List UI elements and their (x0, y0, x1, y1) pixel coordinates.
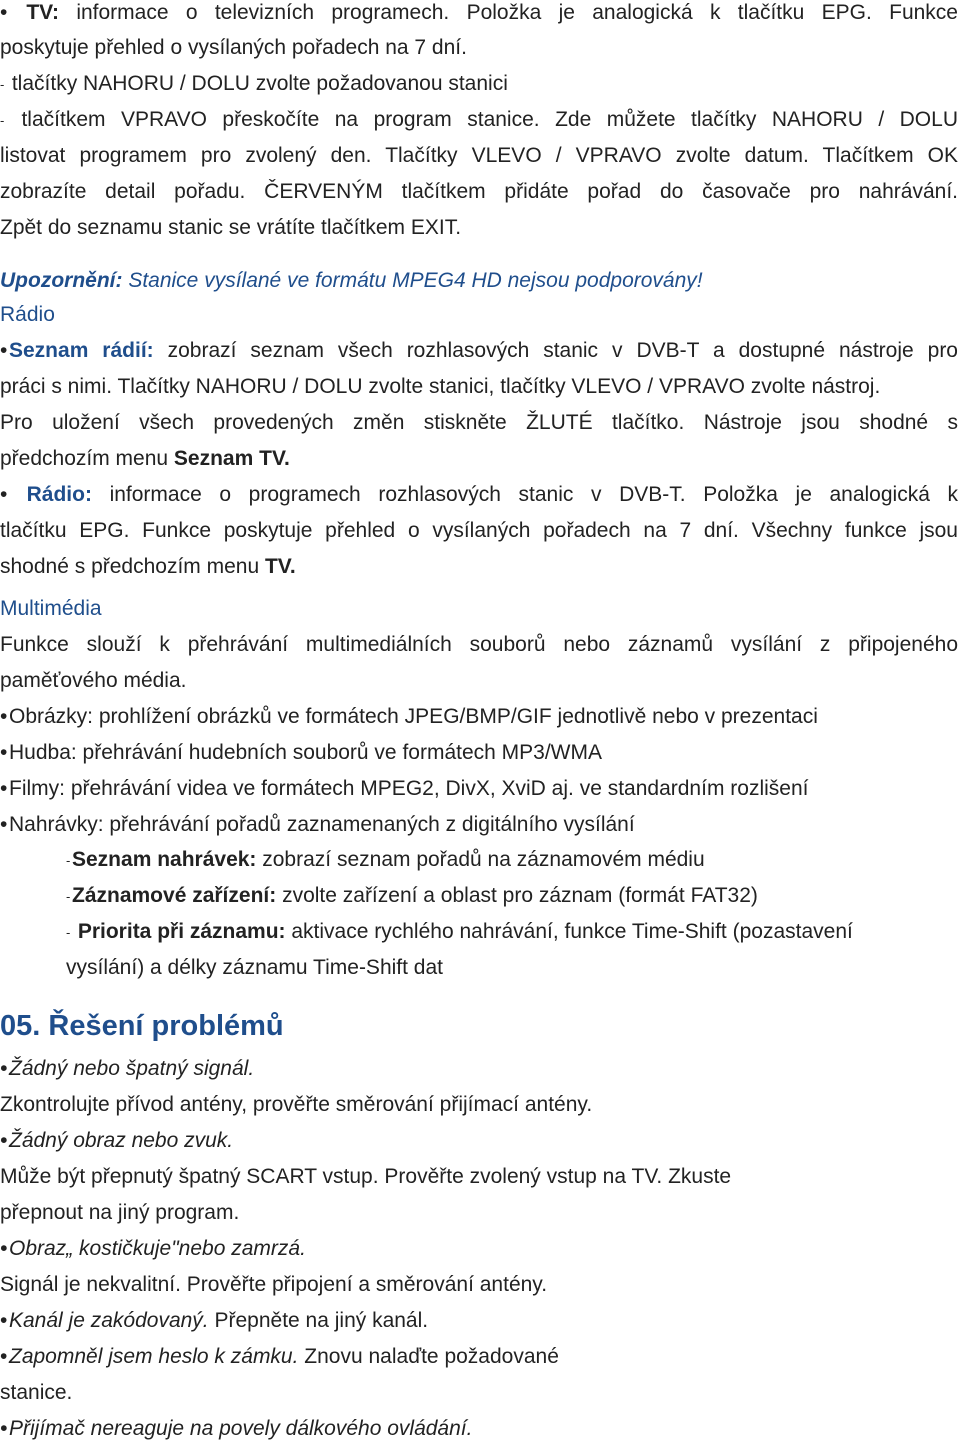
problem-2-text-1: Může být přepnutý špatný SCART vstup. Prověřte zvolený vstup na TV. Zkuste (0, 1165, 732, 1188)
problem-2-text-2: přepnout na jiný program. (0, 1201, 240, 1224)
bullet-icon: • (0, 1057, 8, 1080)
dash-icon: - (66, 853, 71, 868)
multimedia-heading: Multimédia (0, 597, 102, 620)
multimedia-intro-1: Funkce slouží k přehrávání multimediálních souborů nebo záznamů vysílání z připojeného (0, 633, 958, 656)
bullet-icon: • (0, 813, 8, 836)
problem-2-title: •Žádný obraz nebo zvuk. (0, 1129, 234, 1152)
radio-list-line-2: práci s nimi. Tlačítky NAHORU / DOLU zvolte stanici, tlačítky VLEVO / VPRAVO zvolte nástroj. (0, 375, 881, 398)
bullet-icon: • (0, 339, 8, 362)
tv-line-6: zobrazíte detail pořadu. ČERVENÝM tlačítkem přidáte pořad do časovače pro nahrávání. (0, 180, 958, 203)
bullet-icon: • (0, 1309, 8, 1332)
radio-info-line-2: tlačítku EPG. Funkce poskytuje přehled o vysílaných pořadech na 7 dní. Všechny funkce jsou (0, 519, 958, 542)
tv-line-3: - tlačítky NAHORU / DOLU zvolte požadovanou stanici (0, 71, 958, 101)
bullet-icon: • (0, 1417, 8, 1440)
dash-icon: - (66, 925, 71, 940)
multimedia-sub-recording-device: -Záznamové zařízení: zvolte zařízení a oblast pro záznam (formát FAT32) (66, 883, 946, 913)
bullet-icon: • (0, 1, 8, 24)
problem-1-text: Zkontrolujte přívod antény, prověřte směrování přijímací antény. (0, 1093, 593, 1116)
radio-list-line-4: předchozím menu Seznam TV. (0, 447, 290, 470)
radio-info-line-3: shodné s předchozím menu TV. (0, 555, 296, 578)
dash-icon: - (0, 77, 5, 92)
multimedia-item-recordings: •Nahrávky: přehrávání pořadů zaznamenaných z digitálního vysílání (0, 813, 635, 836)
radio-list-line-3: Pro uložení všech provedených změn stiskněte ŽLUTÉ tlačítko. Nástroje jsou shodné s (0, 411, 958, 434)
tv-line-2: poskytuje přehled o vysílaných pořadech na 7 dní. (0, 36, 467, 59)
multimedia-item-music: •Hudba: přehrávání hudebních souborů ve formátech MP3/WMA (0, 741, 602, 764)
tv-label: TV: (26, 1, 59, 24)
tv-warning: Upozornění: Stanice vysílané ve formátu MPEG4 HD nejsou podporovány! (0, 269, 703, 292)
problem-5-text-2: stanice. (0, 1381, 73, 1404)
bullet-icon: • (0, 1237, 8, 1260)
radio-list-line-1: •Seznam rádií: zobrazí seznam všech rozhlasových stanic v DVB-T a dostupné nástroje pro (0, 339, 958, 362)
problem-6-title: •Přijímač nereaguje na povely dálkového ovládání. (0, 1417, 473, 1440)
bullet-icon: • (0, 705, 8, 728)
problem-1-title: •Žádný nebo špatný signál. (0, 1057, 255, 1080)
bullet-icon: • (0, 1129, 8, 1152)
tv-line-1: • TV: informace o televizních programech. Položka je analogická k tlačítku EPG. Funkce (0, 1, 958, 24)
bullet-icon: • (0, 1345, 8, 1368)
problem-4: •Kanál je zakódovaný. Přepněte na jiný kanál. (0, 1309, 429, 1332)
problem-3-text: Signál je nekvalitní. Prověřte připojení a směrování antény. (0, 1273, 548, 1296)
bullet-icon: • (0, 483, 8, 506)
troubleshooting-heading: 05. Řešení problémů (0, 1010, 284, 1042)
bullet-icon: • (0, 777, 8, 800)
dash-icon: - (66, 889, 71, 904)
radio-heading: Rádio (0, 303, 55, 326)
multimedia-intro-2: paměťového média. (0, 669, 187, 692)
problem-5: •Zapomněl jsem heslo k zámku. Znovu nalaďte požadované (0, 1345, 559, 1368)
bullet-icon: • (0, 741, 8, 764)
multimedia-sub-recording-priority: - Priorita při záznamu: aktivace rychlého nahrávání, funkce Time-Shift (pozastavení (66, 919, 946, 949)
multimedia-sub-cont: vysílání) a délky záznamu Time-Shift dat (66, 956, 443, 979)
radio-info-line-1: • Rádio: informace o programech rozhlasových stanic v DVB-T. Položka je analogická k (0, 483, 959, 506)
multimedia-item-images: •Obrázky: prohlížení obrázků ve formátech JPEG/BMP/GIF jednotlivě nebo v prezentaci (0, 705, 818, 728)
dash-icon: - (0, 113, 5, 128)
tv-line-7: Zpět do seznamu stanic se vrátíte tlačítkem EXIT. (0, 216, 462, 239)
problem-3-title: •Obraz„ kostičkuje"nebo zamrzá. (0, 1237, 306, 1260)
multimedia-item-movies: •Filmy: přehrávání videa ve formátech MPEG2, DivX, XviD aj. ve standardním rozlišení (0, 777, 809, 800)
tv-line-4: - tlačítkem VPRAVO přeskočíte na program stanice. Zde můžete tlačítky NAHORU / DOLU (0, 107, 958, 137)
tv-line-5: listovat programem pro zvolený den. Tlačítky VLEVO / VPRAVO zvolte datum. Tlačítkem OK (0, 144, 958, 167)
multimedia-sub-recordings-list: -Seznam nahrávek: zobrazí seznam pořadů na záznamovém médiu (66, 847, 946, 877)
